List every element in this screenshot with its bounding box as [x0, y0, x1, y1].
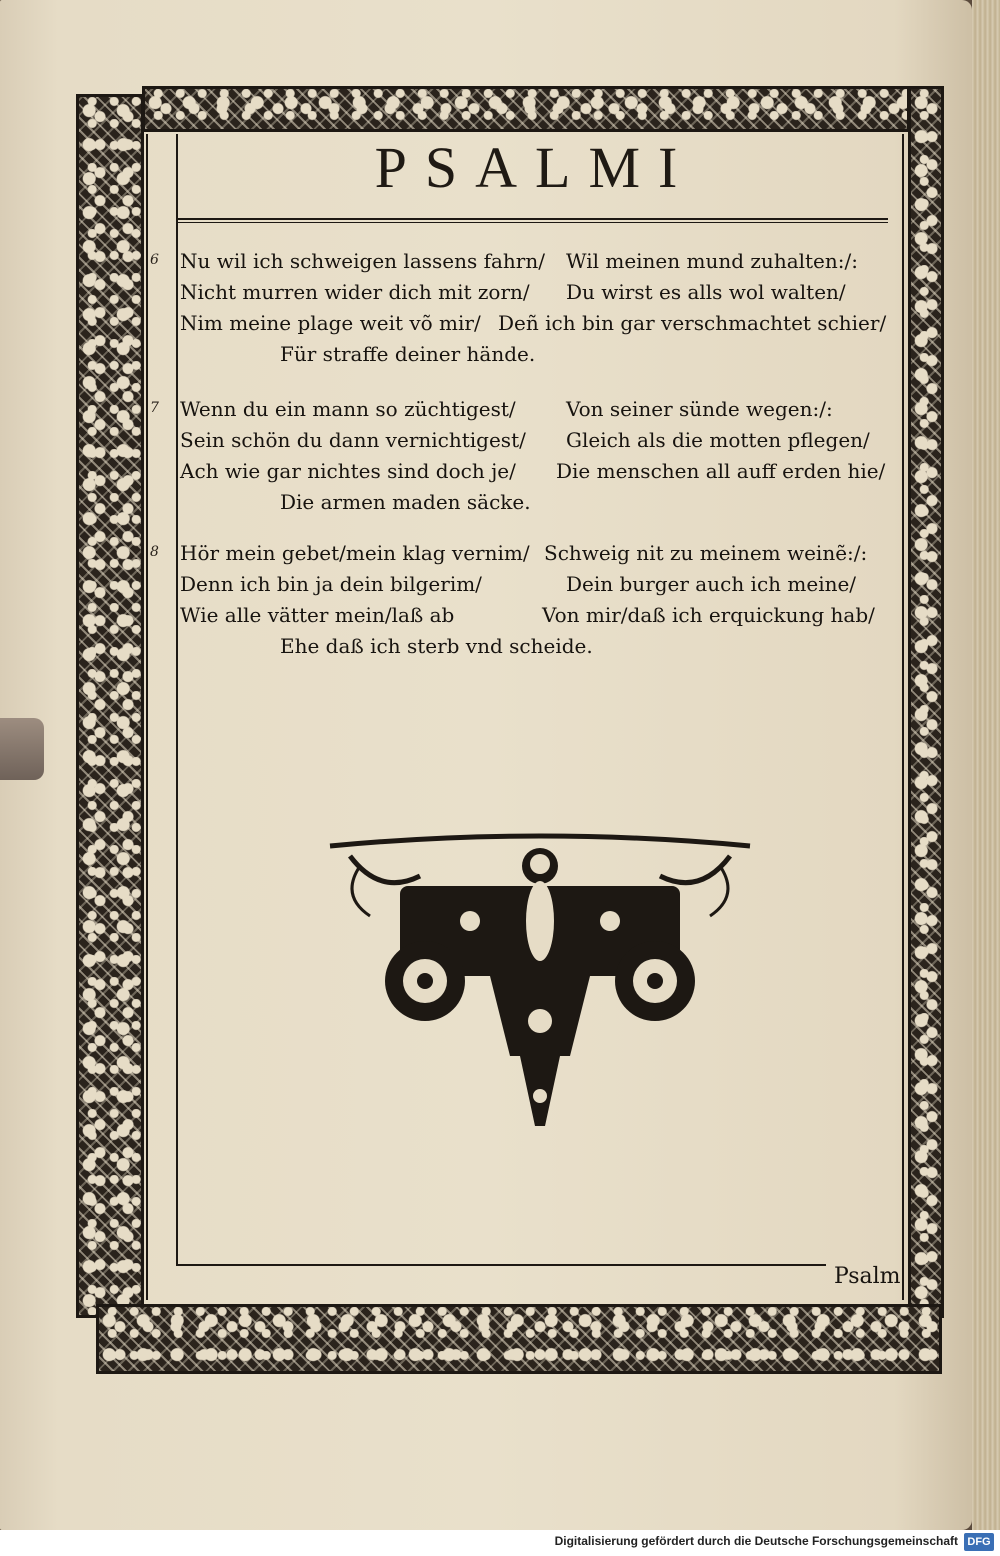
catchword: Psalm — [834, 1264, 901, 1289]
top-ornament-border — [142, 86, 910, 132]
verse-line: Sein schön du dann vernichtigest/ Gleich als die motten pflegen/ — [180, 428, 870, 452]
inner-frame-left-2 — [176, 134, 178, 1264]
header-rule — [176, 218, 888, 220]
running-header — [180, 135, 890, 200]
right-ornament-border — [908, 86, 944, 1318]
verse-line: Denn ich bin ja dein bilgerim/ Dein burger auch ich meine/ — [180, 572, 857, 596]
verse-line: Wie alle vätter mein/laß ab Von mir/daß ich erquickung hab/ — [180, 603, 875, 627]
page-title: PSALMI — [374, 135, 696, 200]
inner-frame-right — [902, 134, 904, 1300]
left-ornament-border — [76, 94, 144, 1318]
verse-line: Nu wil ich schweigen lassens fahrn/ Wil meinen mund zuhalten:/: — [180, 249, 858, 273]
verse-line: Wenn du ein mann so züchtigest/ Von seiner sünde wegen:/: — [180, 397, 833, 421]
woodcut-tailpiece-ornament — [320, 826, 760, 1146]
header-rule-2 — [176, 222, 888, 223]
footer-credit-bar — [0, 1530, 1000, 1556]
verse-line: Hör mein gebet/mein klag vernim/ Schweig nit zu meinem weinẽ:/: — [180, 541, 868, 565]
verse-number: 7 — [150, 400, 159, 416]
verse-line: Ehe daß ich sterb vnd scheide. — [280, 634, 593, 658]
verse-line: Die armen maden säcke. — [280, 490, 531, 514]
verse-line: Ach wie gar nichtes sind doch je/ Die menschen all auff erden hie/ — [180, 459, 886, 483]
verse-line: Nicht murren wider dich mit zorn/ Du wirst es alls wol walten/ — [180, 280, 846, 304]
verse-7 — [150, 394, 900, 518]
footer-credit-text: Digitalisierung gefördert durch die Deutsche Forschungsgemeinschaft — [554, 1534, 958, 1548]
verse-line: Nim meine plage weit võ mir/ Deñ ich bin gar verschmachtet schier/ — [180, 311, 887, 335]
inner-frame-left — [146, 134, 148, 1300]
verse-6 — [150, 246, 900, 370]
verse-line: Für straffe deiner hände. — [280, 342, 536, 366]
bottom-ornament-border — [96, 1304, 942, 1374]
verse-number: 6 — [150, 252, 159, 268]
dfg-logo-icon: DFG — [964, 1533, 994, 1551]
verse-number: 8 — [150, 544, 159, 560]
page-edge — [972, 0, 1000, 1530]
verse-8 — [150, 538, 900, 662]
footer-rule — [176, 1264, 826, 1266]
bookmark-tab — [0, 718, 44, 780]
